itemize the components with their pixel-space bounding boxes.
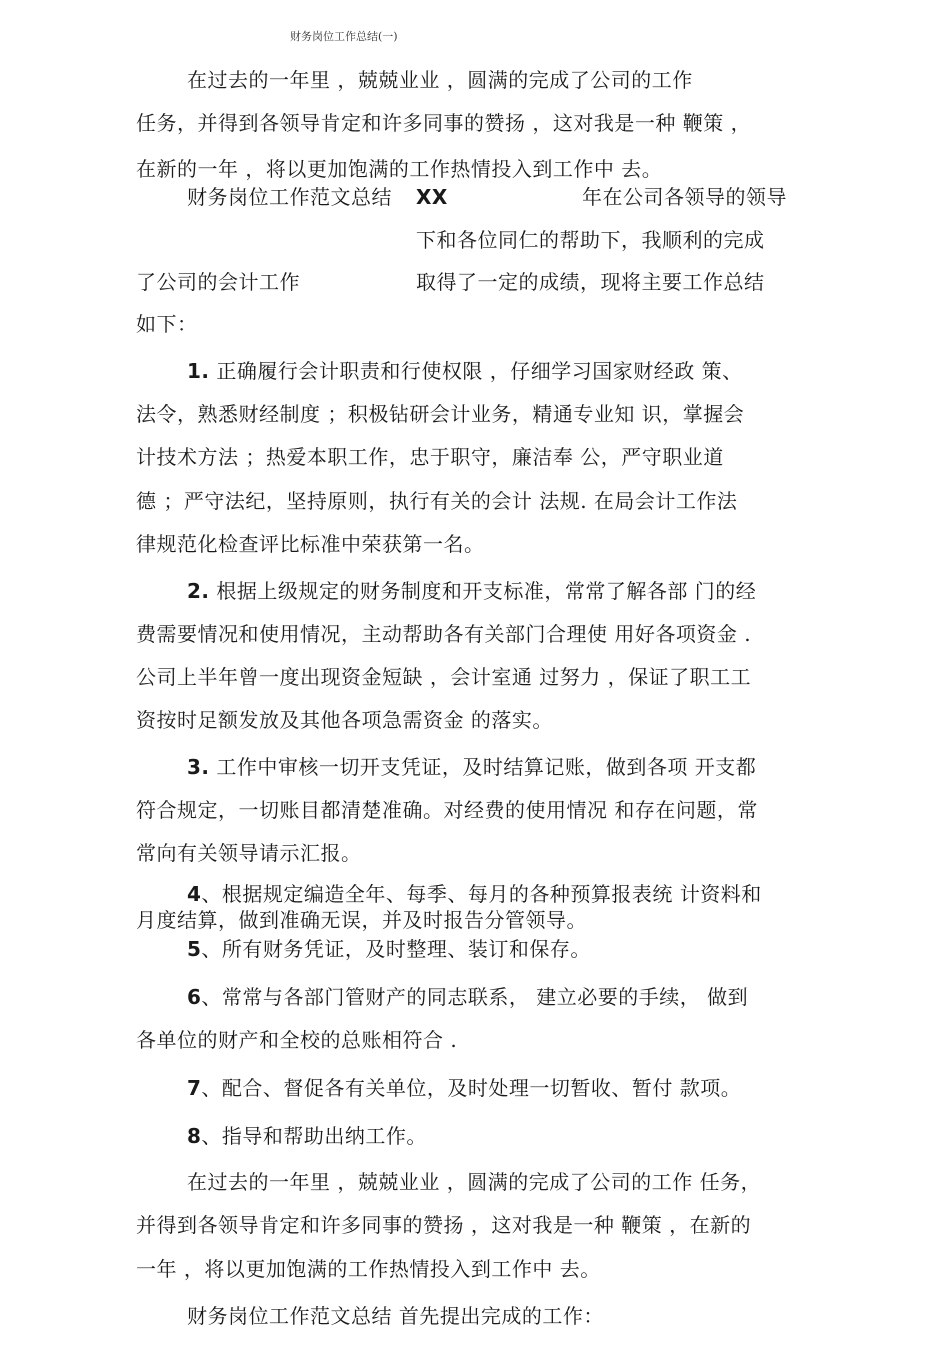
summary-title: 财务岗位工作范文总结: [187, 185, 392, 209]
intro-line-1: 在过去的一年里 ，兢兢业业 ，圆满的完成了公司的工作: [187, 68, 693, 92]
item-2-line-4: 资按时足额发放及其他各项急需资金 的落实。: [136, 708, 553, 732]
item-3-line-1: 3. 工作中审核一切开支凭证，及时结算记账，做到各项 开支都: [187, 755, 757, 779]
item-4-line-2: 月度结算，做到准确无误，并及时报告分管领导。: [136, 908, 587, 932]
item-number: 8: [187, 1124, 202, 1148]
item-2-line-3: 公司上半年曾一度出现资金短缺 ，会计室通 过努力 ，保证了职工工: [136, 665, 752, 689]
item-number: 3.: [187, 755, 210, 779]
page-header: 财务岗位工作总结(一): [290, 30, 398, 43]
item-2-line-2: 费需要情况和使用情况，主动帮助各有关部门合理使 用好各项资金 .: [136, 622, 752, 646]
item-1-line-1: 1. 正确履行会计职责和行使权限 ，仔细学习国家财经政 策、: [187, 359, 743, 383]
item-8-line-1: 8、指导和帮助出纳工作。: [187, 1124, 427, 1148]
closing-line-1: 在过去的一年里 ，兢兢业业 ，圆满的完成了公司的工作 任务，: [187, 1170, 762, 1194]
item-number: 2.: [187, 579, 210, 603]
item-4-line-1: 4、根据规定编造全年、每季、每月的各种预算报表统 计资料和: [187, 882, 762, 906]
item-number: 4: [187, 882, 202, 906]
item-1-line-3: 计技术方法 ；热爱本职工作，忠于职守，廉洁奉 公，严守职业道: [136, 445, 724, 469]
item-6-line-2: 各单位的财产和全校的总账相符合 .: [136, 1028, 458, 1052]
summary-left-3: 了公司的会计工作: [136, 270, 300, 294]
summary-left-4: 如下：: [136, 312, 198, 336]
summary-year: XX: [416, 185, 448, 209]
item-number: 5: [187, 937, 202, 961]
item-2-line-1: 2. 根据上级规定的财务制度和开支标准，常常了解各部 门的经: [187, 579, 757, 603]
final-line: 财务岗位工作范文总结 首先提出完成的工作：: [187, 1304, 604, 1328]
item-1-line-2: 法令，熟悉财经制度 ；积极钻研会计业务，精通专业知 识，掌握会: [136, 402, 745, 426]
summary-right-1: 年在公司各领导的领导: [582, 185, 787, 209]
item-3-line-2: 符合规定，一切账目都清楚准确。对经费的使用情况 和存在问题，常: [136, 798, 758, 822]
item-5-line-1: 5、所有财务凭证，及时整理、装订和保存。: [187, 937, 591, 961]
intro-line-3: 在新的一年 ，将以更加饱满的工作热情投入到工作中 去。: [136, 157, 663, 181]
closing-line-2: 并得到各领导肯定和许多同事的赞扬 ，这对我是一种 鞭策 ，在新的: [136, 1213, 752, 1237]
item-1-line-4: 德 ；严守法纪，坚持原则，执行有关的会计 法规. 在局会计工作法: [136, 489, 738, 513]
item-number: 1.: [187, 359, 210, 383]
item-number: 7: [187, 1076, 202, 1100]
intro-line-2: 任务，并得到各领导肯定和许多同事的赞扬 ，这对我是一种 鞭策 ，: [136, 111, 752, 135]
item-1-line-5: 律规范化检查评比标准中荣获第一名。: [136, 532, 485, 556]
summary-right-3: 取得了一定的成绩，现将主要工作总结: [416, 270, 765, 294]
item-7-line-1: 7、配合、督促各有关单位，及时处理一切暂收、暂付 款项。: [187, 1076, 742, 1100]
closing-line-3: 一年 ，将以更加饱满的工作热情投入到工作中 去。: [136, 1257, 601, 1281]
item-3-line-3: 常向有关领导请示汇报。: [136, 841, 362, 865]
item-number: 6: [187, 985, 202, 1009]
summary-right-2: 下和各位同仁的帮助下，我顺利的完成: [416, 228, 765, 252]
item-6-line-1: 6、常常与各部门管财产的同志联系， 建立必要的手续， 做到: [187, 985, 749, 1009]
